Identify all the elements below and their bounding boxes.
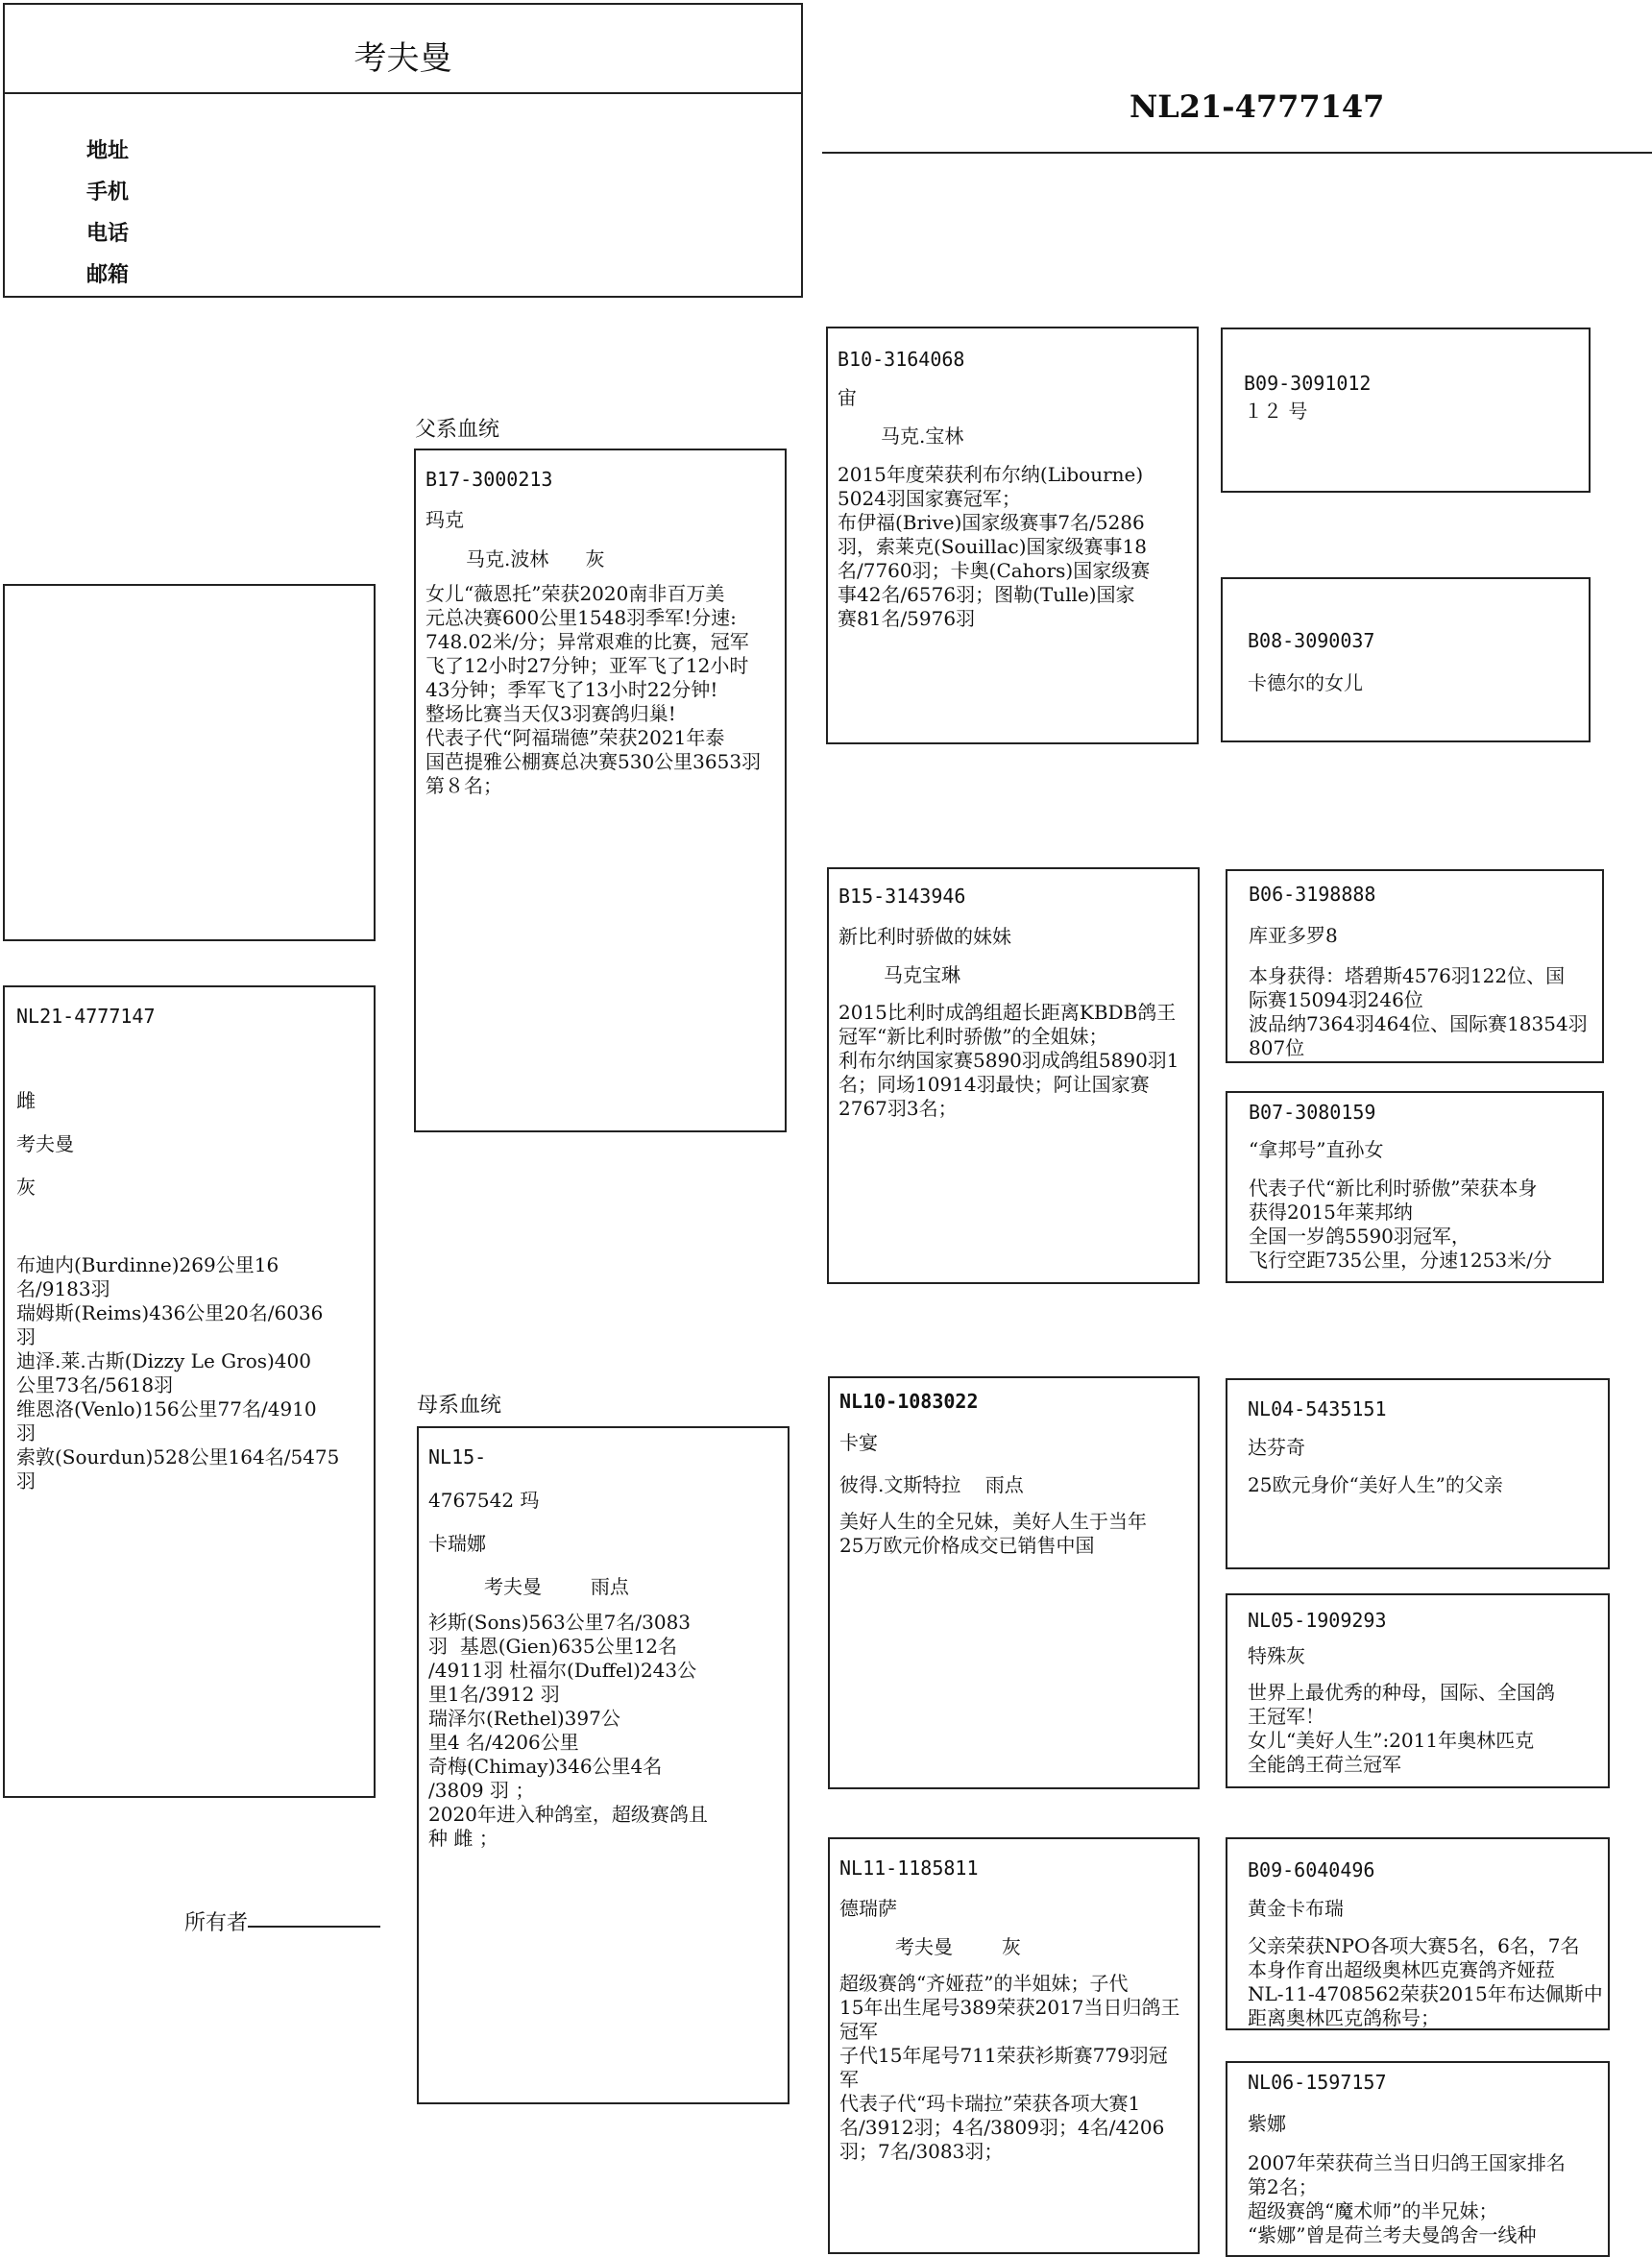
sd-breeder: 马克宝琳	[884, 963, 960, 986]
dd-box	[828, 1837, 1200, 2254]
owner-title: 考夫曼	[353, 39, 452, 78]
ssd-box	[1221, 577, 1591, 742]
ds-box	[828, 1376, 1200, 1789]
sdd-desc: 代表子代“新比利时骄傲”荣获本身 获得2015年莱邦纳 全国一岁鸽5590羽冠军， 飞行空距735公里，分速1253米/分	[1249, 1177, 1552, 1272]
subject-box	[3, 985, 376, 1798]
dd-breeder-color: 考夫曼 灰	[895, 1935, 1021, 1958]
ds-ring: NL10-1083022	[839, 1390, 979, 1413]
dam-box	[417, 1426, 790, 2104]
ss-desc: 2015年度荣获利布尔纳(Libourne) 5024羽国家赛冠军； 布伊福(Brive)国家级赛事7名/5286 羽，索莱克(Souillac)国家级赛事18 名/7760羽；卡奥(Cahors)国家级赛 事42名/6576羽；图勒(Tulle)国家 赛81名/5976羽	[838, 463, 1151, 630]
dss-desc: 25欧元身价“美好人生”的父亲	[1248, 1473, 1503, 1496]
ssd-ring: B08-3090037	[1248, 629, 1375, 652]
ring-header-underline	[822, 152, 1652, 154]
dam-ring-2: 4767542 玛	[428, 1489, 540, 1512]
subject-sex: 雌	[16, 1089, 36, 1112]
owner-divider	[5, 92, 801, 94]
sss-ring: B09-3091012	[1244, 372, 1372, 395]
owner-field-address: 地址	[86, 138, 130, 163]
owner-field-phone: 电话	[86, 221, 130, 246]
sds-box	[1226, 869, 1604, 1063]
dds-name: 黄金卡布瑞	[1248, 1897, 1344, 1920]
sire-desc: 女儿“薇恩托”荣获2020南非百万美 元总决赛600公里1548羽季军!分速: 748.02米/分；异常艰难的比赛，冠军 飞了12小时27分钟；亚军飞了12小时 43分钟；季军飞了13小时22分钟! 整场比赛当天仅3羽赛鸽归巢! 代表子代“阿福瑞德”荣获2021年泰 国芭提雅公棚赛总决赛530公里3653羽 第８名；	[425, 582, 762, 797]
sds-name: 库亚多罗8	[1249, 924, 1338, 947]
owner-box	[3, 3, 803, 298]
sire-line-label: 父系血统	[415, 418, 500, 442]
sire-box	[414, 449, 787, 1132]
ssd-name: 卡德尔的女儿	[1248, 671, 1363, 694]
sd-name: 新比利时骄做的妹妹	[838, 925, 1011, 948]
ss-box	[826, 327, 1199, 744]
owner-label: 所有者	[184, 1911, 249, 1935]
dsd-box	[1226, 1593, 1610, 1788]
sd-desc: 2015比利时成鸽组超长距离KBDB鸽王 冠军“新比利时骄傲”的全姐妹； 利布尔纳国家赛5890羽成鸽组5890羽1 名；同场10914羽最快；阿让国家赛 2767羽3名；	[838, 1001, 1179, 1120]
ss-ring: B10-3164068	[838, 348, 965, 371]
sd-ring: B15-3143946	[838, 885, 966, 908]
subject-ring: NL21-4777147	[16, 1005, 156, 1028]
sire-name: 玛克	[425, 508, 464, 531]
subject-desc: 布迪内(Burdinne)269公里16 名/9183羽 瑞姆斯(Reims)436公里20名/6036 羽 迪泽.莱.古斯(Dizzy Le Gros)400 公里73名/5618羽 维恩洛(Venlo)156公里77名/4910 羽 索敦(Sourdun)528公里164名/5475 羽	[16, 1253, 340, 1493]
sire-ring: B17-3000213	[425, 468, 553, 491]
sss-box	[1221, 328, 1591, 493]
dds-box	[1226, 1837, 1610, 2030]
owner-signature-line	[248, 1926, 380, 1928]
dam-line-label: 母系血统	[417, 1394, 502, 1418]
dss-box	[1226, 1378, 1610, 1569]
subject-color: 灰	[16, 1176, 36, 1199]
dam-ring-1: NL15-	[428, 1445, 487, 1468]
sdd-ring: B07-3080159	[1249, 1101, 1376, 1124]
dam-desc: 衫斯(Sons)563公里7名/3083 羽 基恩(Gien)635公里12名 /4911羽 杜福尔(Duffel)243公 里1名/3912 羽 瑞泽尔(Rethel)397公 里4 名/4206公里 奇梅(Chimay)346公里4名 /3809 羽 ； 2020年进入种鸽室，超级赛鸽且 种 雌 ；	[428, 1611, 708, 1850]
ddd-desc: 2007年荣获荷兰当日归鸽王国家排名 第2名； 超级赛鸽“魔术师”的半兄妹； “紫娜”曾是荷兰考夫曼鸽舍一线种	[1248, 2151, 1566, 2246]
ddd-ring: NL06-1597157	[1248, 2071, 1387, 2094]
sss-name: １２ 号	[1244, 400, 1308, 423]
subject-owner: 考夫曼	[16, 1132, 74, 1155]
ds-breeder-color: 彼得.文斯特拉 雨点	[839, 1473, 1024, 1496]
dss-ring: NL04-5435151	[1248, 1397, 1387, 1420]
dds-ring: B09-6040496	[1248, 1858, 1375, 1881]
dam-breeder-color: 考夫曼 雨点	[484, 1575, 629, 1598]
photo-box	[3, 584, 376, 941]
owner-field-mobile: 手机	[86, 180, 130, 205]
ds-desc: 美好人生的全兄妹，美好人生于当年 25万欧元价格成交已销售中国	[839, 1510, 1147, 1557]
dsd-ring: NL05-1909293	[1248, 1609, 1387, 1632]
ss-name: 宙	[838, 386, 857, 409]
ddd-name: 紫娜	[1248, 2112, 1286, 2135]
sd-box	[827, 867, 1200, 1284]
dd-desc: 超级赛鸽“齐娅菈”的半姐妹；子代 15年出生尾号389荣获2017当日归鸽王 冠军 子代15年尾号711荣获衫斯赛779羽冠 军 代表子代“玛卡瑞拉”荣获各项大赛1 名/3912羽；4名/3809羽；4名/4206 羽；7名/3083羽；	[839, 1972, 1180, 2163]
ss-breeder: 马克.宝林	[881, 425, 964, 448]
dsd-name: 特殊灰	[1248, 1644, 1305, 1667]
dd-name: 德瑞萨	[839, 1897, 897, 1920]
dam-name: 卡瑞娜	[428, 1532, 486, 1555]
sds-desc: 本身获得：塔碧斯4576羽122位、国 际赛15094羽246位 波品纳7364羽464位、国际赛18354羽 807位	[1249, 964, 1588, 1059]
owner-field-email: 邮箱	[86, 262, 130, 287]
dsd-desc: 世界上最优秀的种母，国际、全国鸽 王冠军！ 女儿“美好人生”:2011年奥林匹克 全能鸽王荷兰冠军	[1248, 1681, 1555, 1776]
ddd-box	[1226, 2061, 1610, 2257]
sdd-box	[1226, 1091, 1604, 1283]
dds-desc: 父亲荣获NPO各项大赛5名，6名，7名 本身作育出超级奥林匹克赛鸽齐娅菈 NL-11-4708562荣获2015年布达佩斯中 距离奥林匹克鸽称号；	[1248, 1934, 1603, 2029]
ring-header: NL21-4777147	[1130, 88, 1385, 125]
sire-breeder-color: 马克.波林 灰	[466, 547, 605, 570]
sds-ring: B06-3198888	[1249, 883, 1376, 906]
dss-name: 达芬奇	[1248, 1436, 1305, 1459]
ds-name: 卡宴	[839, 1431, 878, 1454]
dd-ring: NL11-1185811	[839, 1857, 979, 1880]
sdd-name: “拿邦号”直孙女	[1249, 1138, 1384, 1161]
